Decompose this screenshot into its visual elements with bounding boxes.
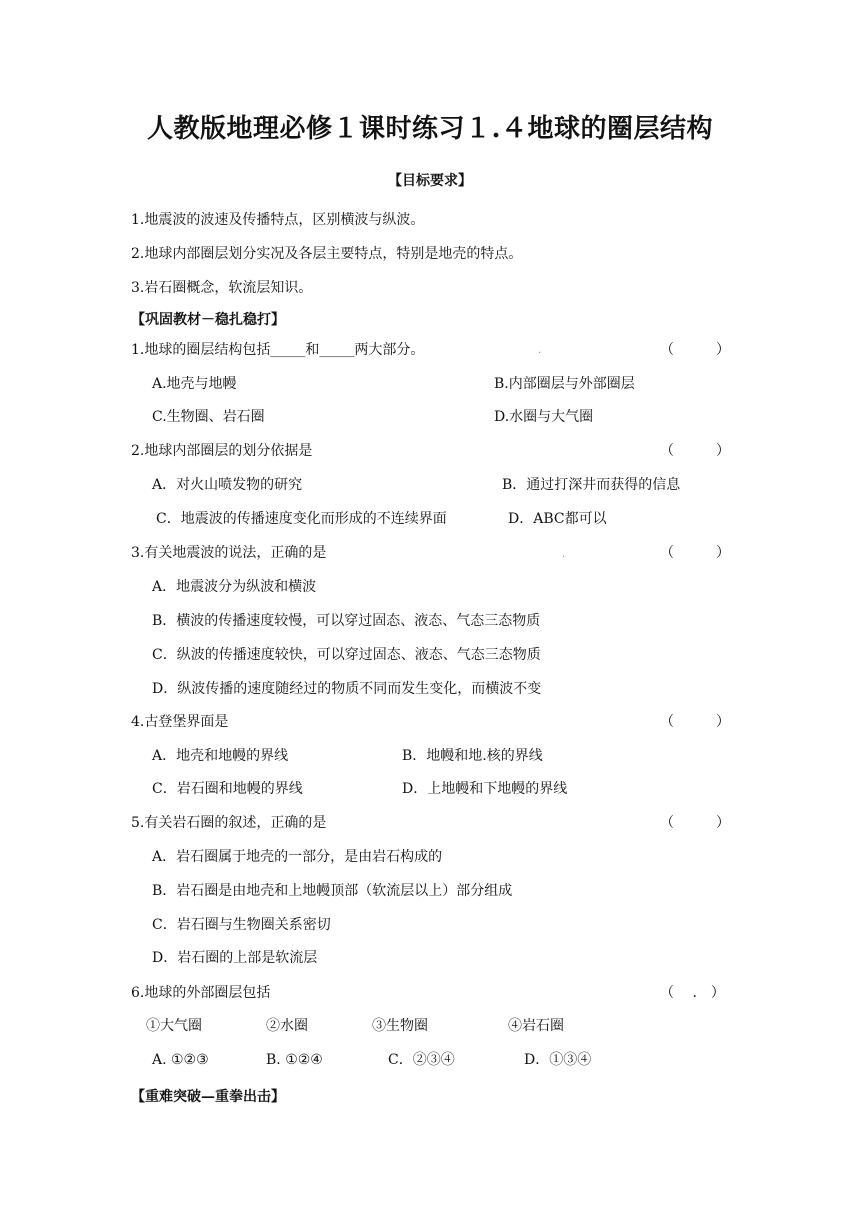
question-6-option-d: D．①③④ xyxy=(524,1052,592,1068)
goal-item-1: 1.地震波的波速及传播特点，区别横波与纵波。 xyxy=(131,212,425,228)
question-2-option-b: B．通过打深井而获得的信息 xyxy=(502,477,681,493)
question-6-item-4: ④岩石圈 xyxy=(508,1018,564,1034)
hard-section-heading: 【重难突破—重拳出击】 xyxy=(131,1089,285,1105)
question-5-option-b: B．岩石圈是由地壳和上地幔顶部（软流层以上）部分组成 xyxy=(152,883,513,899)
question-6-item-3: ③生物圈 xyxy=(372,1018,428,1034)
question-2-option-a: A．对火山喷发物的研究 xyxy=(152,477,303,493)
question-3-option-d: D．纵波传播的速度随经过的物质不同而发生变化，而横波不变 xyxy=(152,681,542,697)
question-2-answer-paren: （ ） xyxy=(660,443,730,459)
question-6-item-2: ②水圈 xyxy=(266,1018,308,1034)
question-6-stem: 6.地球的外部圈层包括 xyxy=(131,985,271,1001)
question-3-option-a: A．地震波分为纵波和横波 xyxy=(152,579,317,595)
question-3-answer-paren: （ ） xyxy=(660,545,730,561)
question-3-option-c: C．纵波的传播速度较快，可以穿过固态、液态、气态三态物质 xyxy=(152,647,541,663)
goals-heading: 【目标要求】 xyxy=(388,173,472,189)
goal-item-3: 3.岩石圈概念，软流层知识。 xyxy=(131,280,313,296)
question-6-option-c: C．②③④ xyxy=(388,1052,455,1068)
question-6-option-a: A. ①②③ xyxy=(152,1052,209,1068)
question-1-option-d: D.水圈与大气圈 xyxy=(494,409,594,425)
question-3-option-b: B．横波的传播速度较慢，可以穿过固态、液态、气态三态物质 xyxy=(152,613,541,629)
question-1-option-a: A.地壳与地幔 xyxy=(152,376,237,392)
stray-dot: . xyxy=(538,345,542,356)
goal-item-2: 2.地球内部圈层划分实况及各层主要特点，特别是地壳的特点。 xyxy=(131,246,523,262)
question-4-stem: 4.古登堡界面是 xyxy=(131,714,229,730)
stray-dot: . xyxy=(562,549,566,560)
question-2-option-c: C．地震波的传播速度变化而形成的不连续界面 xyxy=(156,511,447,527)
question-1-answer-paren: （ ） xyxy=(660,342,730,358)
question-4-option-d: D．上地幔和下地幔的界线 xyxy=(402,781,568,797)
question-5-answer-paren: （ ） xyxy=(660,815,730,831)
basic-section-heading: 【巩固教材－稳扎稳打】 xyxy=(131,312,285,328)
question-4-option-a: A．地壳和地幔的界线 xyxy=(152,748,289,764)
question-5-option-d: D．岩石圈的上部是软流层 xyxy=(152,950,318,966)
question-2-stem: 2.地球内部圈层的划分依据是 xyxy=(131,443,313,459)
question-1-option-c: C.生物圈、岩石圈 xyxy=(152,409,265,425)
question-3-stem: 3.有关地震波的说法，正确的是 xyxy=(131,545,327,561)
question-6-answer-paren: （ . ） xyxy=(660,985,725,1001)
question-1-option-b: B.内部圈层与外部圈层 xyxy=(494,376,635,392)
document-title: 人教版地理必修１课时练习１.４地球的圈层结构 xyxy=(146,114,714,144)
question-6-option-b: B. ①②④ xyxy=(266,1052,323,1068)
question-4-answer-paren: （ ） xyxy=(660,714,730,730)
question-5-option-a: A．岩石圈属于地壳的一部分，是由岩石构成的 xyxy=(152,849,443,865)
question-4-option-b: B．地幔和地.核的界线 xyxy=(402,748,543,764)
question-1-stem: 1.地球的圈层结构包括_____和_____两大部分。 xyxy=(131,342,425,358)
question-5-stem: 5.有关岩石圈的叙述，正确的是 xyxy=(131,815,327,831)
question-2-option-d: D．ABC都可以 xyxy=(508,511,607,527)
question-6-item-1: ①大气圈 xyxy=(146,1018,202,1034)
question-4-option-c: C．岩石圈和地幔的界线 xyxy=(152,781,303,797)
question-5-option-c: C．岩石圈与生物圈关系密切 xyxy=(152,917,331,933)
